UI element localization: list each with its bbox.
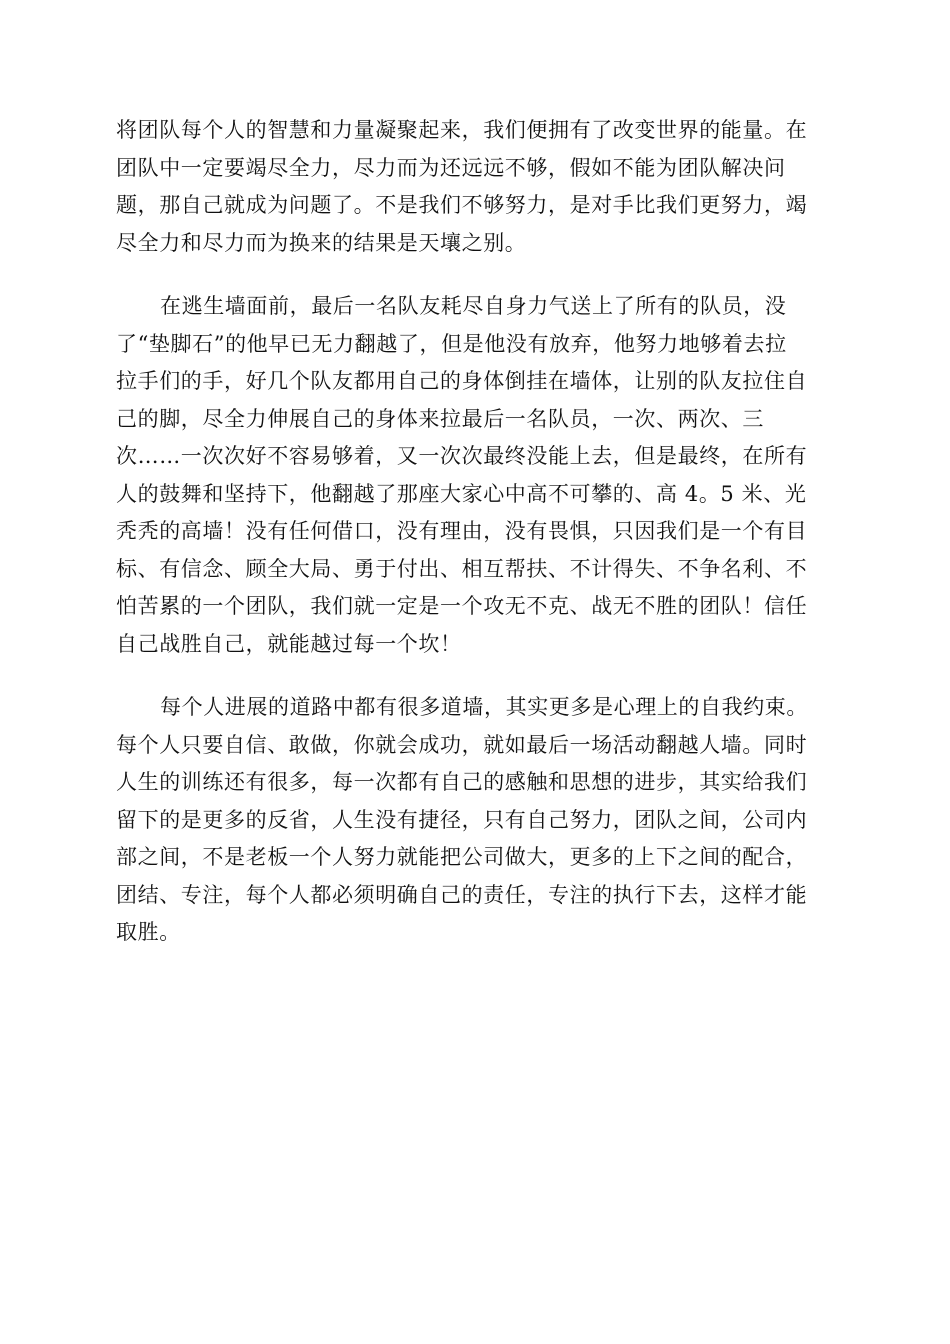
paragraph-line: 团结、专注，每个人都必须明确自己的责任，专注的执行下去，这样才能 (116, 882, 808, 907)
paragraph-line: 团队中一定要竭尽全力，尽力而为还远远不够，假如不能为团队解决问 (116, 155, 786, 180)
paragraph-line: 人的鼓舞和坚持下，他翻越了那座大家心中高不可攀的、高 4。5 米、光 (116, 481, 807, 506)
paragraph-line: 将团队每个人的智慧和力量凝聚起来，我们便拥有了改变世界的能量。在 (116, 118, 808, 142)
paragraph-line: 标、有信念、顾全大局、勇于付出、相互帮扶、不计得失、不争名利、不 (116, 556, 808, 581)
paragraph-line: 部之间，不是老板一个人努力就能把公司做大，更多的上下之间的配合， (116, 845, 808, 869)
paragraph-line: 拉手们的手，好几个队友都用自己的身体倒挂在墙体，让别的队友拉住自 (116, 369, 808, 393)
paragraph-line: 了“垫脚石”的他早已无力翻越了，但是他没有放弃，他努力地够着去拉 (116, 331, 787, 356)
paragraph-line: 次……一次次好不容易够着，又一次次最终没能上去，但是最终，在所有 (116, 444, 808, 468)
paragraph-line: 己的脚，尽全力伸展自己的身体来拉最后一名队员，一次、两次、三 (116, 406, 764, 431)
paragraph-line: 每个人只要自信、敢做，你就会成功，就如最后一场活动翻越人墙。同时 (116, 732, 808, 757)
paragraph-3 (116, 689, 836, 952)
paragraph-line: 留下的是更多的反省，人生没有捷径，只有自己努力，团队之间，公司内 (116, 807, 808, 832)
paragraph-line: 题，那自己就成为问题了。不是我们不够努力，是对手比我们更努力，竭 (116, 193, 808, 217)
paragraph-line: 在逃生墙面前，最后一名队友耗尽自身力气送上了所有的队员，没 (160, 294, 787, 318)
paragraph-line: 每个人进展的道路中都有很多道墙，其实更多是心理上的自我约束。 (160, 695, 808, 719)
paragraph-line: 取胜。 (116, 920, 181, 944)
paragraph-line: 自己战胜自己，就能越过每一个坎！ (116, 631, 462, 656)
paragraph-2 (116, 288, 836, 663)
document-body (116, 112, 836, 952)
paragraph-line: 秃秃的高墙！没有任何借口，没有理由，没有畏惧，只因我们是一个有目 (116, 519, 808, 543)
paragraph-1 (116, 112, 836, 262)
paragraph-line: 尽全力和尽力而为换来的结果是天壤之别。 (116, 230, 527, 255)
paragraph-line: 怕苦累的一个团队，我们就一定是一个攻无不克、战无不胜的团队！信任 (116, 594, 808, 618)
paragraph-line: 人生的训练还有很多，每一次都有自己的感触和思想的进步，其实给我们 (116, 770, 808, 794)
